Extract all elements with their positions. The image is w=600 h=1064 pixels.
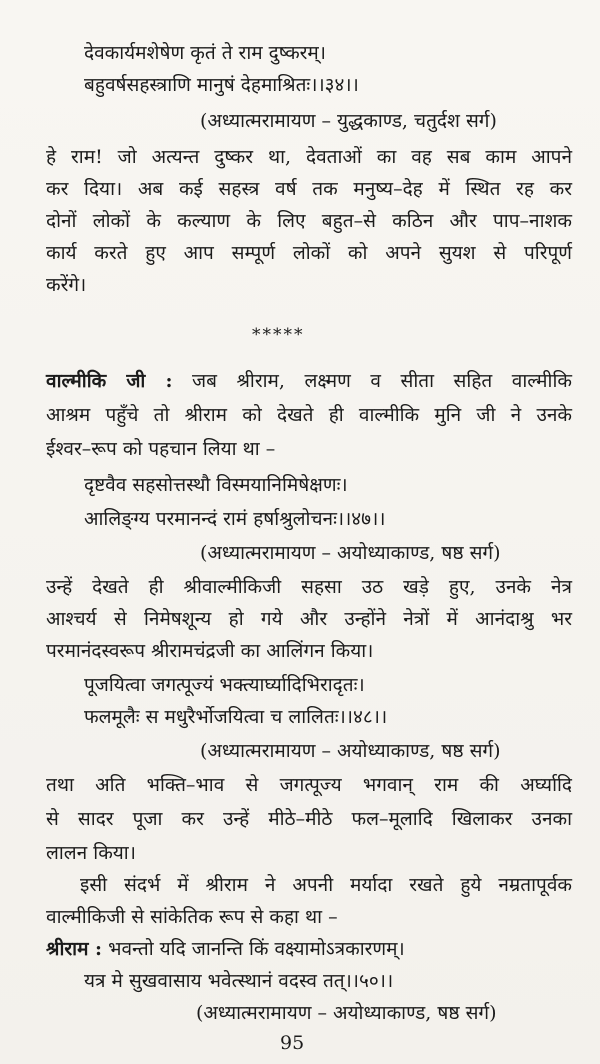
source-citation: (अध्यात्मरामायण – अयोध्याकाण्ड, षष्ठ सर्ग) bbox=[200, 740, 501, 762]
verse-line: फलमूलैः स मधुरैर्भोजयित्वा च लालितः।।४८।। bbox=[84, 706, 388, 728]
verse-line: देवकार्यमशेषेण कृतं ते राम दुष्करम्। bbox=[84, 42, 326, 64]
paragraph-line: हे राम! जो अत्यन्त दुष्कर था, देवताओं का वह सब काम आपने bbox=[46, 146, 572, 168]
speaker-line bbox=[46, 936, 405, 962]
paragraph-text: जब श्रीराम, लक्ष्मण व सीता सहित वाल्मीकि bbox=[172, 370, 572, 392]
paragraph-line: उन्हें देखते ही श्रीवाल्मीकिजी सहसा उठ खड़े हुए, उनके नेत्र bbox=[46, 576, 572, 598]
page-number: 95 bbox=[280, 1032, 305, 1054]
verse-line: दृष्टवैव सहसोत्तस्थौ विस्मयानिमिषेक्षणः। bbox=[84, 474, 348, 496]
paragraph-line: लालन किया। bbox=[46, 842, 136, 864]
speaker-label: श्रीराम : bbox=[46, 938, 103, 960]
verse-line: यत्र मे सुखवासाय भवेत्स्थानं वदस्व तत्।।५०।। bbox=[84, 970, 394, 992]
paragraph-line: वाल्मीकिजी से सांकेतिक रूप से कहा था – bbox=[46, 906, 338, 928]
paragraph-line: तथा अति भक्ति–भाव से जगत्पूज्य भगवान् राम की अर्घ्यादि bbox=[46, 774, 572, 796]
paragraph-line: दोनों लोकों के कल्याण के लिए बहुत–से कठिन और पाप–नाशक bbox=[46, 210, 572, 232]
speaker-label: वाल्मीकि जी : bbox=[46, 370, 173, 392]
source-citation: (अध्यात्मरामायण – अयोध्याकाण्ड, षष्ठ सर्ग) bbox=[200, 542, 501, 564]
paragraph-line: करेंगे। bbox=[46, 274, 87, 296]
paragraph-line: परमानंदस्वरूप श्रीरामचंद्रजी का आलिंगन किया। bbox=[46, 640, 374, 662]
source-citation: (अध्यात्मरामायण – युद्धकाण्ड, चतुर्दश सर्ग) bbox=[200, 110, 497, 132]
paragraph-line: आश्चर्य से निमेषशून्य हो गये और उन्होंने नेत्रों में आनंदाश्रु भर bbox=[46, 608, 572, 630]
verse-text: भवन्तो यदि जानन्ति किं वक्ष्यामोऽत्रकारणम्। bbox=[102, 938, 405, 960]
verse-line: बहुवर्षसहस्त्राणि मानुषं देहमाश्रितः।।३४।। bbox=[84, 74, 359, 96]
paragraph-line: ईश्वर–रूप को पहचान लिया था – bbox=[46, 438, 276, 460]
paragraph-line bbox=[46, 368, 572, 394]
paragraph-line: इसी संदर्भ में श्रीराम ने अपनी मर्यादा रखते हुये नम्रतापूर्वक bbox=[80, 874, 572, 896]
source-citation: (अध्यात्मरामायण – अयोध्याकाण्ड, षष्ठ सर्ग) bbox=[196, 1002, 497, 1024]
paragraph-line: आश्रम पहुँचे तो श्रीराम को देखते ही वाल्मीकि मुनि जी ने उनके bbox=[46, 404, 572, 426]
paragraph-line: कर दिया। अब कई सहस्त्र वर्ष तक मनुष्य–देह में स्थित रह कर bbox=[46, 178, 572, 200]
paragraph-line: कार्य करते हुए आप सम्पूर्ण लोकों को अपने सुयश से परिपूर्ण bbox=[46, 242, 572, 264]
verse-line: आलिङ्ग्य परमानन्दं रामं हर्षाश्रुलोचनः।।४७।। bbox=[84, 508, 386, 530]
section-divider: ***** bbox=[252, 325, 305, 345]
paragraph-line: से सादर पूजा कर उन्हें मीठे–मीठे फल–मूलादि खिलाकर उनका bbox=[46, 808, 572, 830]
verse-line: पूजयित्वा जगत्पूज्यं भक्त्यार्घ्यादिभिरादृतः। bbox=[84, 674, 365, 696]
